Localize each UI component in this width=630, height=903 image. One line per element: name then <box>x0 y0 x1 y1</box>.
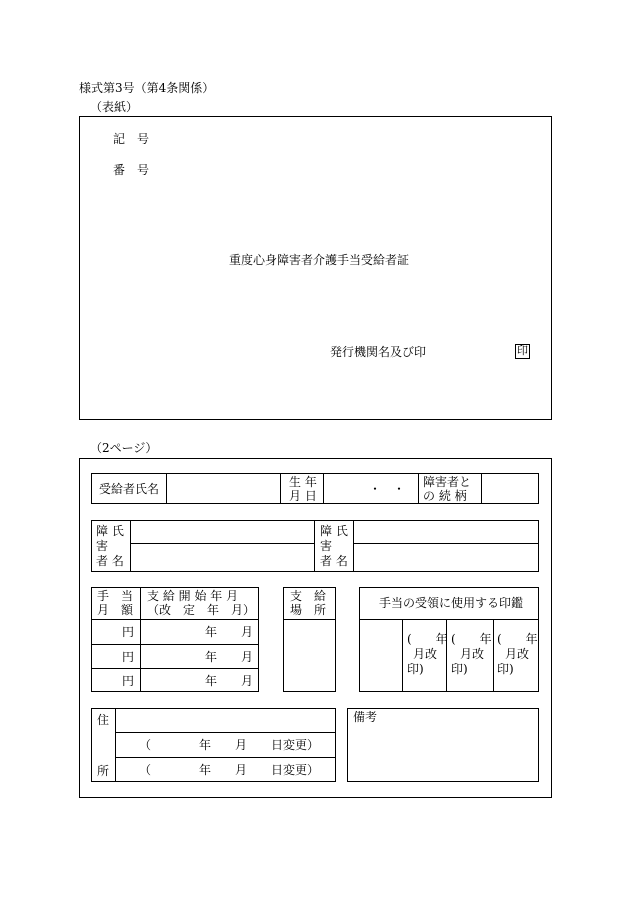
payplace-label-2: 場 所 <box>290 603 327 617</box>
payplace-label-1: 支 給 <box>290 589 327 603</box>
yen-1: 円 <box>122 625 135 639</box>
seal-cell-1-l2: 月改 <box>413 647 438 661</box>
gatsu-2: 月 <box>241 650 254 664</box>
seal-cell-3-l2: 月改 <box>505 647 530 661</box>
issuer-label: 発行機関名及び印 <box>330 345 427 359</box>
yen-2: 円 <box>122 650 135 664</box>
address-change-row-1: （ 年 月 日変更） <box>139 738 320 752</box>
nen-2: 年 <box>205 650 218 664</box>
remarks-label: 備考 <box>353 710 378 724</box>
address-change-row-2: （ 年 月 日変更） <box>139 763 320 777</box>
disabled-persons-row <box>91 520 539 572</box>
disabled-b-label-2: 害 <box>320 539 333 553</box>
kigo-label: 記 号 <box>113 132 150 146</box>
address-label-2: 所 <box>97 764 110 778</box>
gatsu-3: 月 <box>241 674 254 688</box>
seal-cell-1-l1: ( 年 <box>407 632 448 646</box>
disabled-a-label-2: 害 <box>96 539 109 553</box>
birth-date-separator: ・ ・ <box>369 482 406 496</box>
page2-section-label: （2ページ） <box>90 441 158 455</box>
seal-cell-2-l1: ( 年 <box>451 632 492 646</box>
seal-cell-3-l1: ( 年 <box>497 632 538 646</box>
disabled-a-label-3: 者 名 <box>96 554 124 568</box>
yen-3: 円 <box>122 674 135 688</box>
address-label-1: 住 <box>97 713 110 727</box>
cover-section-label: （表紙） <box>90 100 139 114</box>
allowance-label-1: 手 当 <box>97 589 134 603</box>
seal-cell-2-l2: 月改 <box>460 647 485 661</box>
relation-label-1: 障害者と <box>423 475 472 489</box>
birth-label-2: 月 日 <box>289 489 317 503</box>
seal-mark-icon: 印 <box>517 344 528 357</box>
nen-3: 年 <box>205 674 218 688</box>
disabled-a-label-1: 障 氏 <box>96 524 124 538</box>
certificate-title: 重度心身障害者介護手当受給者証 <box>229 253 410 267</box>
form-number: 様式第3号（第4条関係） <box>79 81 215 95</box>
cover-frame <box>79 116 552 420</box>
nen-1: 年 <box>205 625 218 639</box>
start-label-1: 支 給 開 始 年 月 <box>147 589 239 603</box>
start-label-2: （改 定 年 月） <box>147 603 256 617</box>
disabled-b-label-1: 障 氏 <box>320 524 348 538</box>
relation-label-2: の 続 柄 <box>423 489 467 503</box>
gatsu-1: 月 <box>241 625 254 639</box>
recipient-name-label: 受給者氏名 <box>99 482 160 496</box>
seal-cell-3-l3: 印) <box>497 662 514 676</box>
allowance-label-2: 月 額 <box>97 603 134 617</box>
disabled-b-label-3: 者 名 <box>320 554 348 568</box>
bango-label: 番 号 <box>113 163 150 177</box>
seal-cell-2-l3: 印) <box>451 662 468 676</box>
seal-cell-1-l3: 印) <box>407 662 424 676</box>
birth-label-1: 生 年 <box>289 475 317 489</box>
seal-header: 手当の受領に使用する印鑑 <box>379 596 524 610</box>
